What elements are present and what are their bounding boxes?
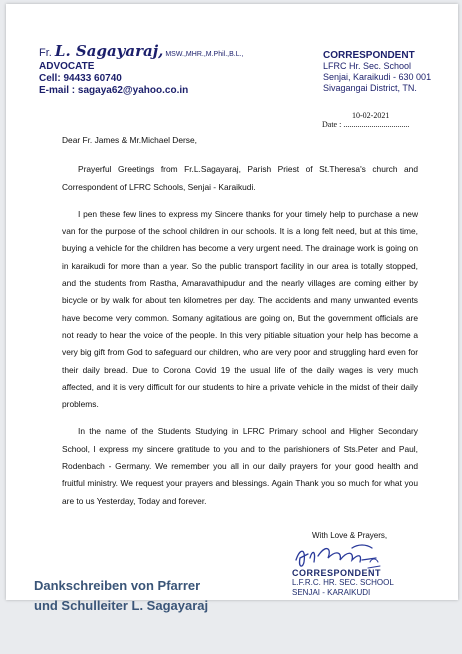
- sender-qualifications: MSW.,MHR.,M.Phil.,B.L.,: [163, 51, 244, 58]
- letterhead-left: [39, 42, 244, 96]
- letter-body: [62, 132, 418, 520]
- closing-line: With Love & Prayers,: [312, 531, 388, 540]
- date-label: Date : .................................: [322, 120, 410, 129]
- title-prefix: Fr.: [39, 47, 52, 59]
- paragraph-thanks: I pen these few lines to express my Sincere thanks for your timely help to purchase a new van for the purpose of the school children in our schools. It is a long felt need, but at this time, buying a vehicle for the children has become a very urgent need. The drainage work is going on in karaikudi for more than a year. So the public transport facility in our area is totally stopped, and the students from Rastha, Amaravathipudur and the nearly villages are coming either by bicycle or by walk for about ten kilometres per day. The accidents and many unwanted events have become very common. Somany agitatious are going on, But the government officials are not ready to hear the voice of the people. In this very pitiable situation your help has become a very big gift from God to safeguard our children, who are very poor and struggling hard even for their daily bread. Due to Corona Covid 19 the usual life of the daily wages is very much affected, and it is very difficult for our students to hire a private vehicle in the midst of their daily problems.: [62, 208, 418, 410]
- date-block: [322, 111, 409, 129]
- org-line: Sivagangai District, TN.: [323, 83, 417, 93]
- letterhead-right: [323, 50, 431, 94]
- org-title: CORRESPONDENT: [323, 50, 415, 61]
- sender-name-line: [39, 42, 244, 60]
- stamp-place: SENJAI - KARAIKUDI: [292, 588, 371, 597]
- correspondent-stamp: [292, 568, 394, 598]
- caption-line: und Schulleiter L. Sagayaraj: [34, 598, 209, 613]
- org-line: Senjai, Karaikudi - 630 001: [323, 72, 432, 82]
- paragraph-greeting: Prayerful Greetings from Fr.L.Sagayaraj, Parish Priest of St.Theresa's church and Correspondent of LFRC Schools, Senjai - Karaikudi.: [62, 164, 418, 192]
- sender-cell: Cell: 94433 60740: [39, 73, 122, 84]
- sender-email: E-mail : sagaya62@yahoo.co.in: [39, 85, 189, 96]
- org-line: LFRC Hr. Sec. School: [323, 61, 412, 71]
- stamp-school: L.F.R.C. HR. SEC. SCHOOL: [292, 578, 394, 587]
- caption-line: Dankschreiben von Pfarrer: [34, 578, 201, 593]
- date-value: 10-02-2021: [352, 111, 390, 120]
- caption: [34, 576, 208, 616]
- stamp-title: CORRESPONDENT: [292, 568, 382, 578]
- sender-profession: ADVOCATE: [39, 61, 95, 72]
- paragraph-gratitude: In the name of the Students Studying in LFRC Primary school and Higher Secondary School, I express my sincere gratitude to you and to the parishioners of Sts.Peter and Paul, Rodenbach - Germany. We remember you all in our daily prayers for your good health and fruitful ministry. We request your prayers and blessings. Again Thank you so much for what you are to us Yesterday, Today and forever.: [62, 426, 418, 506]
- letter-sheet: [6, 4, 458, 613]
- sender-name: L. Sagayaraj,: [54, 42, 164, 60]
- salutation: Dear Fr. James & Mr.Michael Derse,: [62, 135, 197, 145]
